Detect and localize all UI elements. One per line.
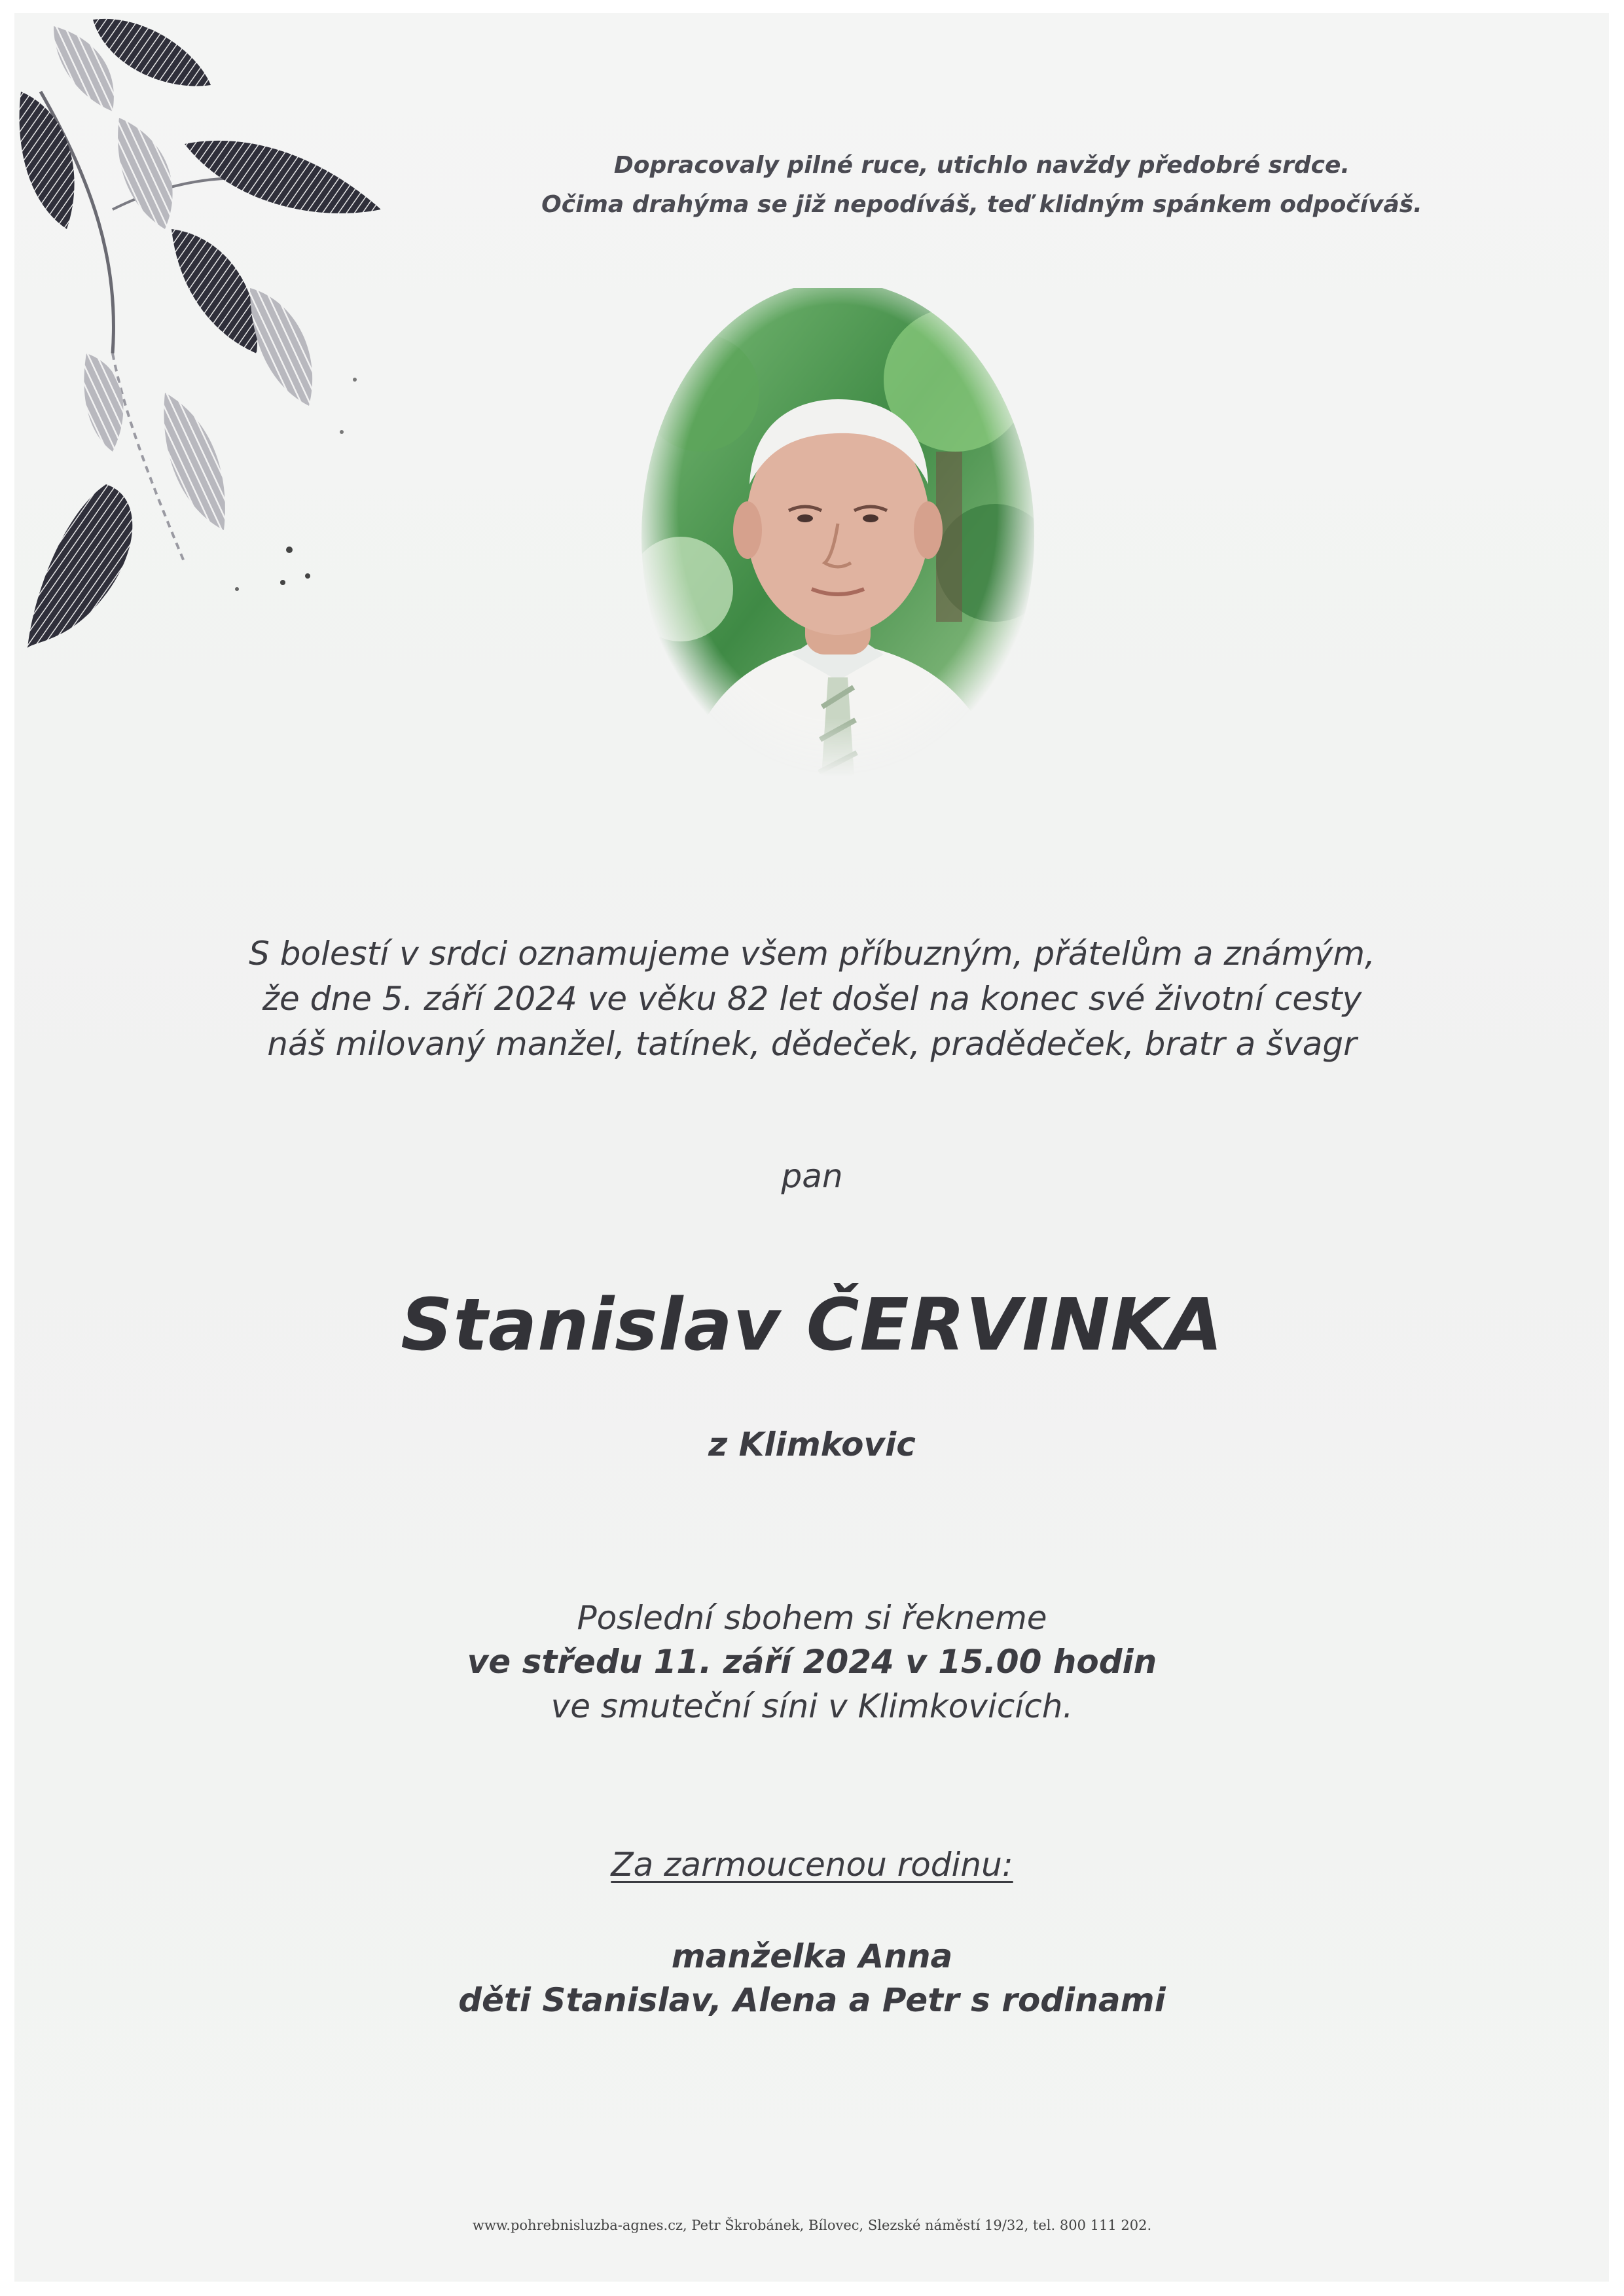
family-line-1: manželka Anna xyxy=(671,1937,953,1975)
announcement-line-2: že dne 5. září 2024 ve věku 82 let došel na konec své životní cesty xyxy=(262,980,1362,1018)
announcement-line-1: S bolestí v srdci oznamujeme všem příbuzným, přátelům a známým, xyxy=(249,935,1375,973)
funeral-place: ve smuteční síni v Klimkovicích. xyxy=(550,1687,1074,1725)
footer-contact: www.pohrebnisluzba-agnes.cz, Petr Škrobánek, Bílovec, Slezské náměstí 19/32, tel. 800 111 202. xyxy=(472,2217,1152,2233)
deceased-origin: z Klimkovic xyxy=(708,1426,916,1463)
announcement-line-3: náš milovaný manžel, tatínek, dědeček, pradědeček, bratr a švagr xyxy=(267,1025,1357,1063)
family-heading: Za zarmoucenou rodinu: xyxy=(611,1846,1013,1884)
deceased-name: Stanislav ČERVINKA xyxy=(401,1283,1223,1367)
leaf-decoration-icon xyxy=(14,13,433,661)
funeral-datetime: ve středu 11. září 2024 v 15.00 hodin xyxy=(467,1643,1157,1681)
portrait-photo xyxy=(628,288,1047,825)
funeral-line-1: Poslední sbohem si řekneme xyxy=(577,1599,1047,1637)
verse-line-2: Očima drahýma se již nepodíváš, teď klidným spánkem odpočíváš. xyxy=(541,191,1422,218)
verse-line-1: Dopracovaly pilné ruce, utichlo navždy předobré srdce. xyxy=(613,152,1350,179)
salutation: pan xyxy=(781,1157,843,1195)
family-line-2: děti Stanislav, Alena a Petr s rodinami xyxy=(458,1981,1166,2019)
